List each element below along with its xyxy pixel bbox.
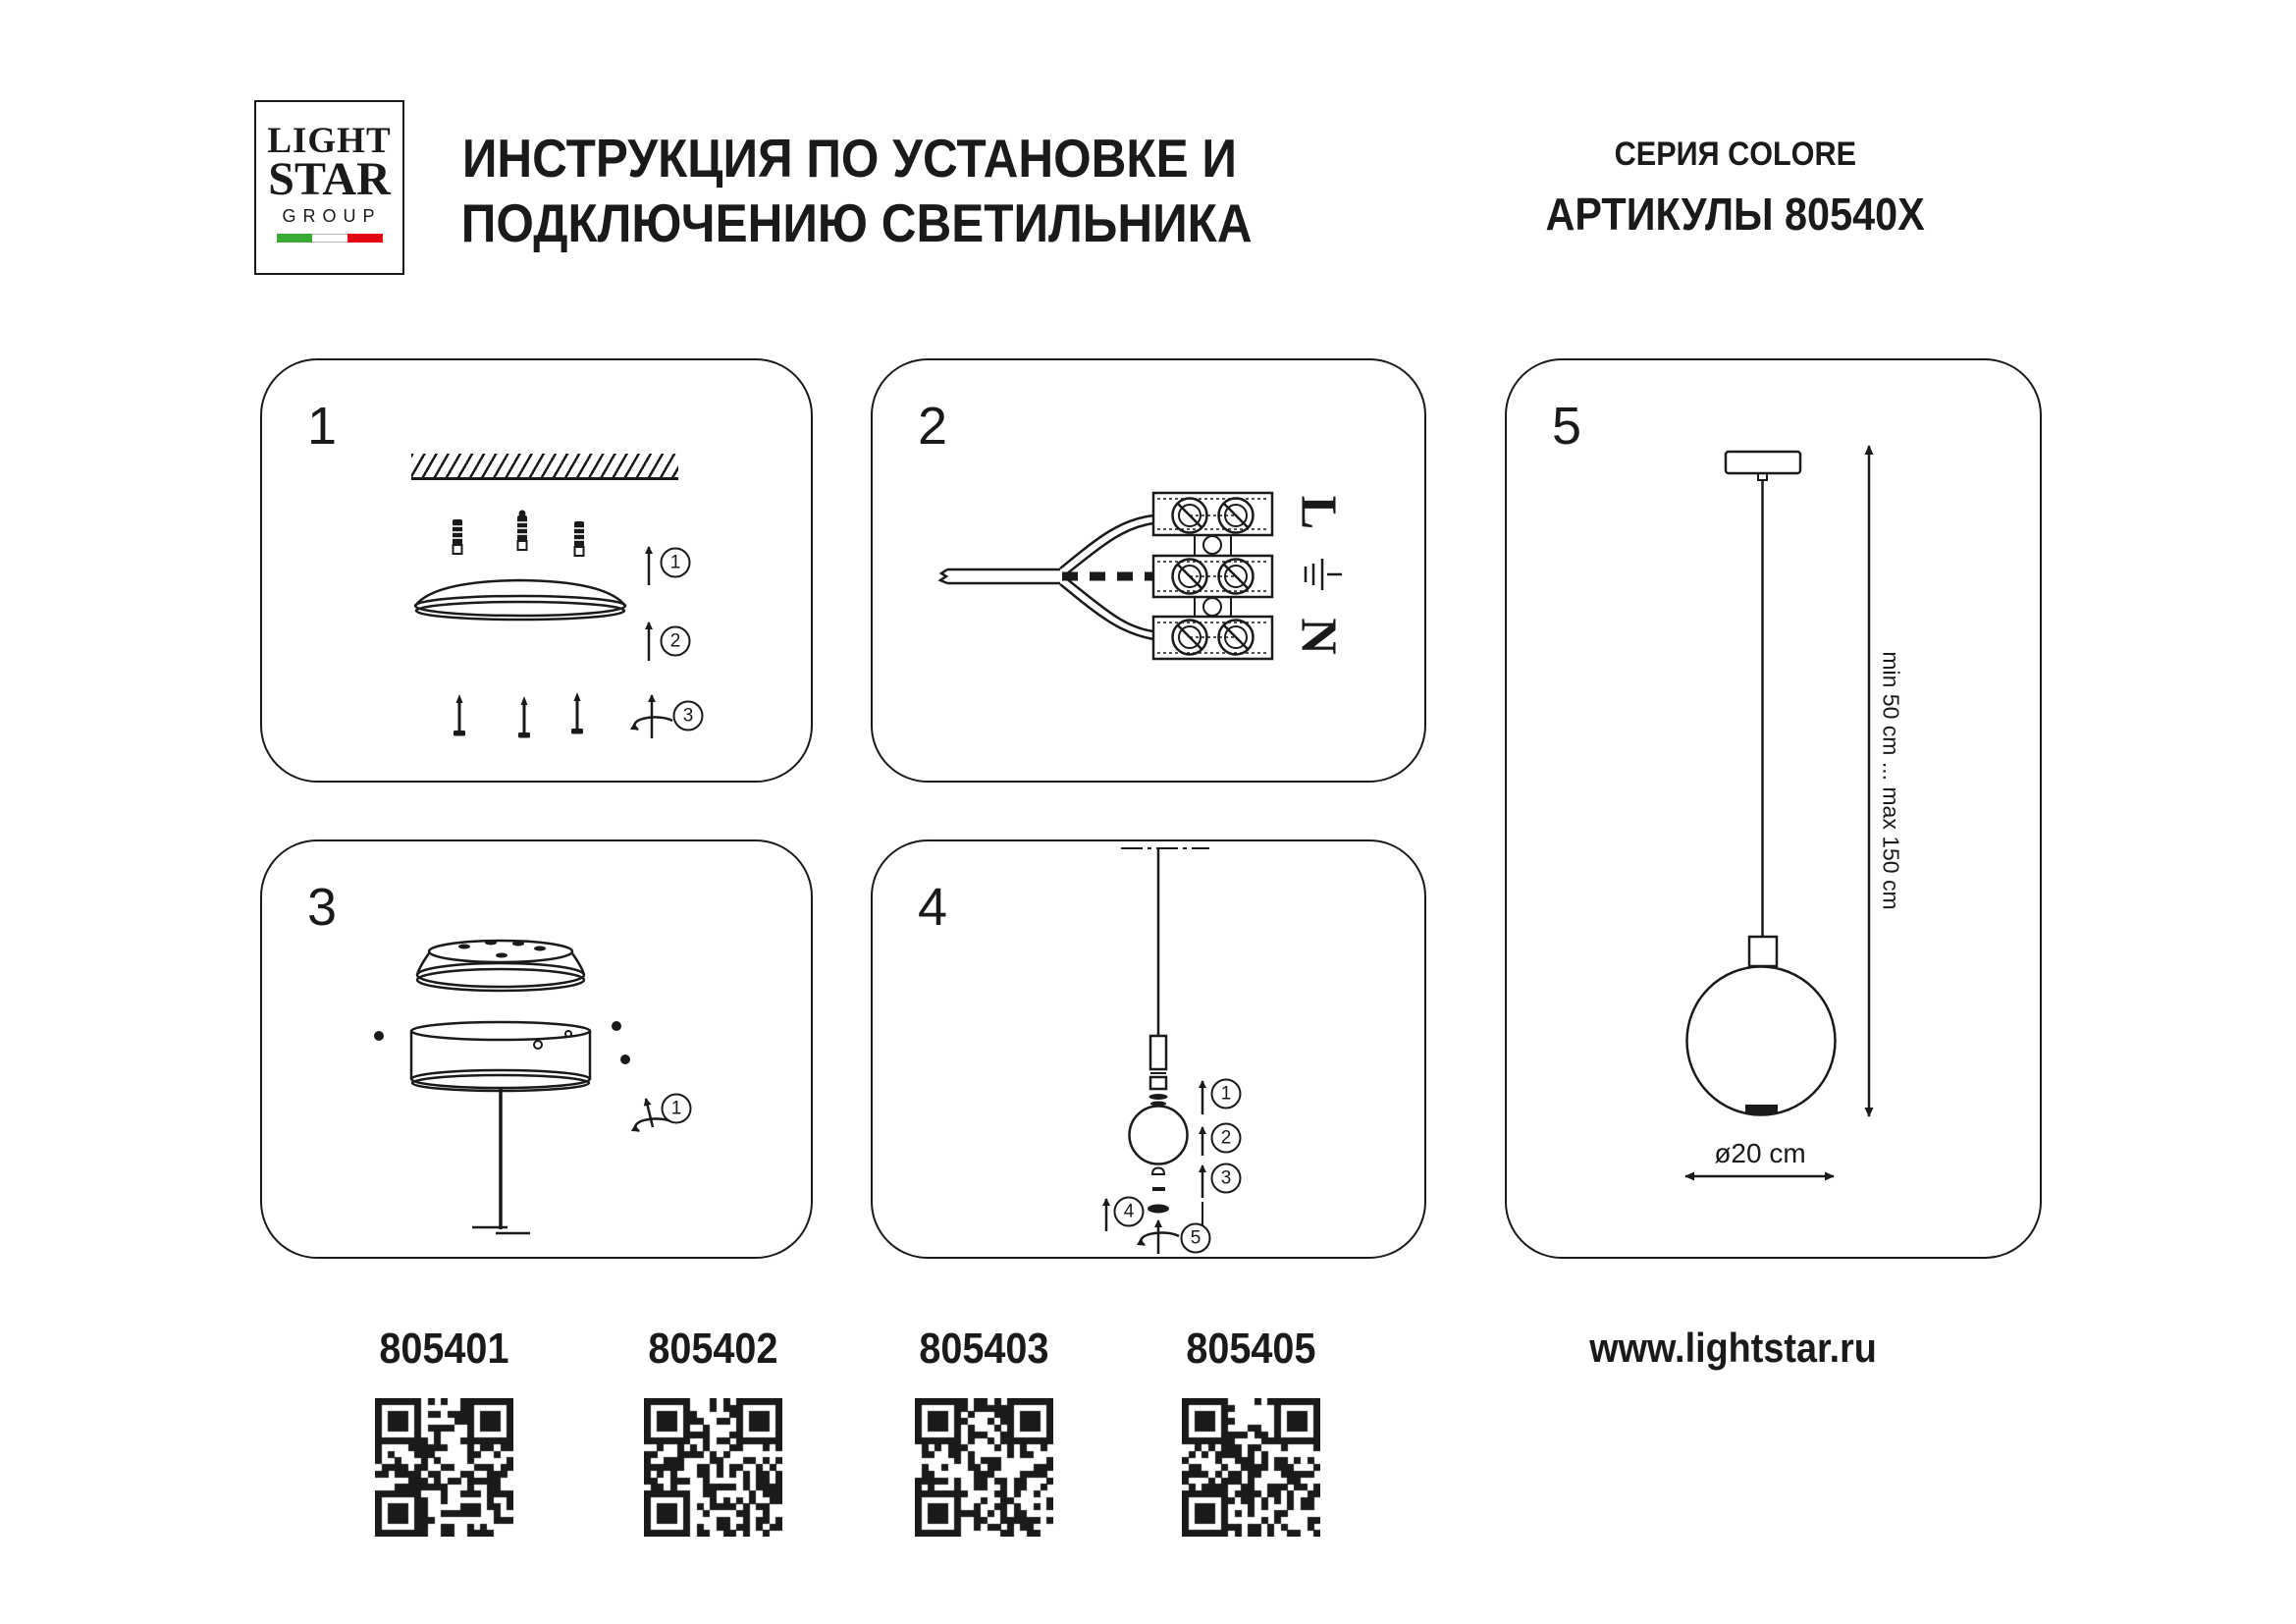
step-marker-1: 1: [662, 1094, 692, 1124]
ring-icon: [1149, 1094, 1168, 1107]
step-marker-2: 2: [1211, 1123, 1242, 1154]
logo-light-text: LIGHT: [267, 121, 392, 161]
cap-icon: [1152, 1168, 1164, 1175]
article-number: 805403: [918, 1325, 1049, 1373]
pendant-dimensions-drawing: [1507, 360, 2044, 1261]
step-marker-4: 4: [1114, 1197, 1145, 1227]
panel-step-4: [871, 839, 1426, 1259]
lamp-body-icon: [411, 1022, 590, 1091]
website-url: www.lightstar.ru: [1589, 1325, 1878, 1371]
panel-1-number: 1: [307, 397, 338, 456]
article-number: 805401: [378, 1325, 509, 1373]
series-name: СЕРИЯ COLORE: [1614, 135, 1857, 173]
socket-icon: [1749, 937, 1777, 966]
washer-icon: [1152, 1187, 1165, 1191]
logo-star-text: STAR: [268, 153, 391, 206]
page-title: [417, 126, 1281, 255]
glass-shade-icon: [1130, 1107, 1188, 1164]
panel-4-number: 4: [918, 878, 948, 937]
articles-name: АРТИКУЛЫ 80540X: [1545, 189, 1926, 240]
title-line-1: ИНСТРУКЦИЯ ПО УСТАНОВКЕ И: [461, 128, 1237, 189]
italian-flag-stripe: [277, 234, 383, 243]
ceiling-plate-icon: [1726, 452, 1800, 473]
nut-icon: [1148, 1205, 1169, 1214]
article-number: 805402: [647, 1325, 778, 1373]
qr-code: [1182, 1398, 1320, 1537]
qr-code: [375, 1398, 513, 1537]
panel-step-3: [260, 839, 813, 1259]
mains-cable-icon: [940, 569, 1060, 583]
diameter-label: ø20 cm: [1714, 1138, 1806, 1168]
rotation-arrow-icon: [634, 695, 672, 738]
panel-step-2: [871, 358, 1426, 783]
step-marker-5: 5: [1181, 1223, 1211, 1254]
line-label: L: [1290, 495, 1347, 530]
article-number: 805405: [1185, 1325, 1316, 1373]
rotation-arrow-icon: [1141, 1220, 1179, 1254]
wire-holder-icon: [1150, 1036, 1166, 1089]
bottom-cap-icon: [1745, 1105, 1778, 1114]
lightstar-logo: [254, 100, 404, 275]
screw-icon: [454, 692, 583, 738]
title-line-2: ПОДКЛЮЧЕНИЮ СВЕТИЛЬНИКА: [460, 192, 1253, 253]
glass-shade-icon: [1687, 967, 1836, 1115]
step-marker-2: 2: [661, 626, 691, 657]
wiring-diagram: [873, 360, 1428, 785]
wall-anchor-icon: [453, 511, 584, 557]
panel-5-number: 5: [1552, 397, 1582, 456]
terminal-block-icon: [1153, 493, 1272, 659]
step-marker-1: 1: [1211, 1079, 1242, 1110]
panel-step-5: [1505, 358, 2042, 1259]
qr-code: [915, 1398, 1053, 1537]
qr-code: [644, 1398, 782, 1537]
step-marker-3: 3: [1211, 1164, 1242, 1194]
panel-step-1: [260, 358, 813, 783]
series-info: [1510, 135, 1961, 241]
step-marker-1: 1: [661, 548, 691, 578]
logo-group-text: GROUP: [282, 206, 382, 227]
neutral-label: N: [1290, 618, 1347, 655]
mounted-plate-icon: [417, 941, 584, 992]
ground-icon: [1306, 559, 1342, 590]
step-4-drawing: [873, 841, 1428, 1261]
panel-3-number: 3: [307, 878, 338, 937]
rod-icon: [472, 1088, 530, 1233]
step-3-drawing: [262, 841, 815, 1261]
step-marker-3: 3: [673, 701, 704, 731]
step-1-drawing: [262, 360, 815, 785]
height-range-label: min 50 cm ... max 150 cm: [1878, 651, 1904, 910]
wire-bottom2: [1060, 584, 1153, 639]
ceiling-hatch-icon: [411, 454, 678, 480]
panel-2-number: 2: [918, 397, 948, 456]
ceiling-plate-icon: [415, 580, 625, 620]
